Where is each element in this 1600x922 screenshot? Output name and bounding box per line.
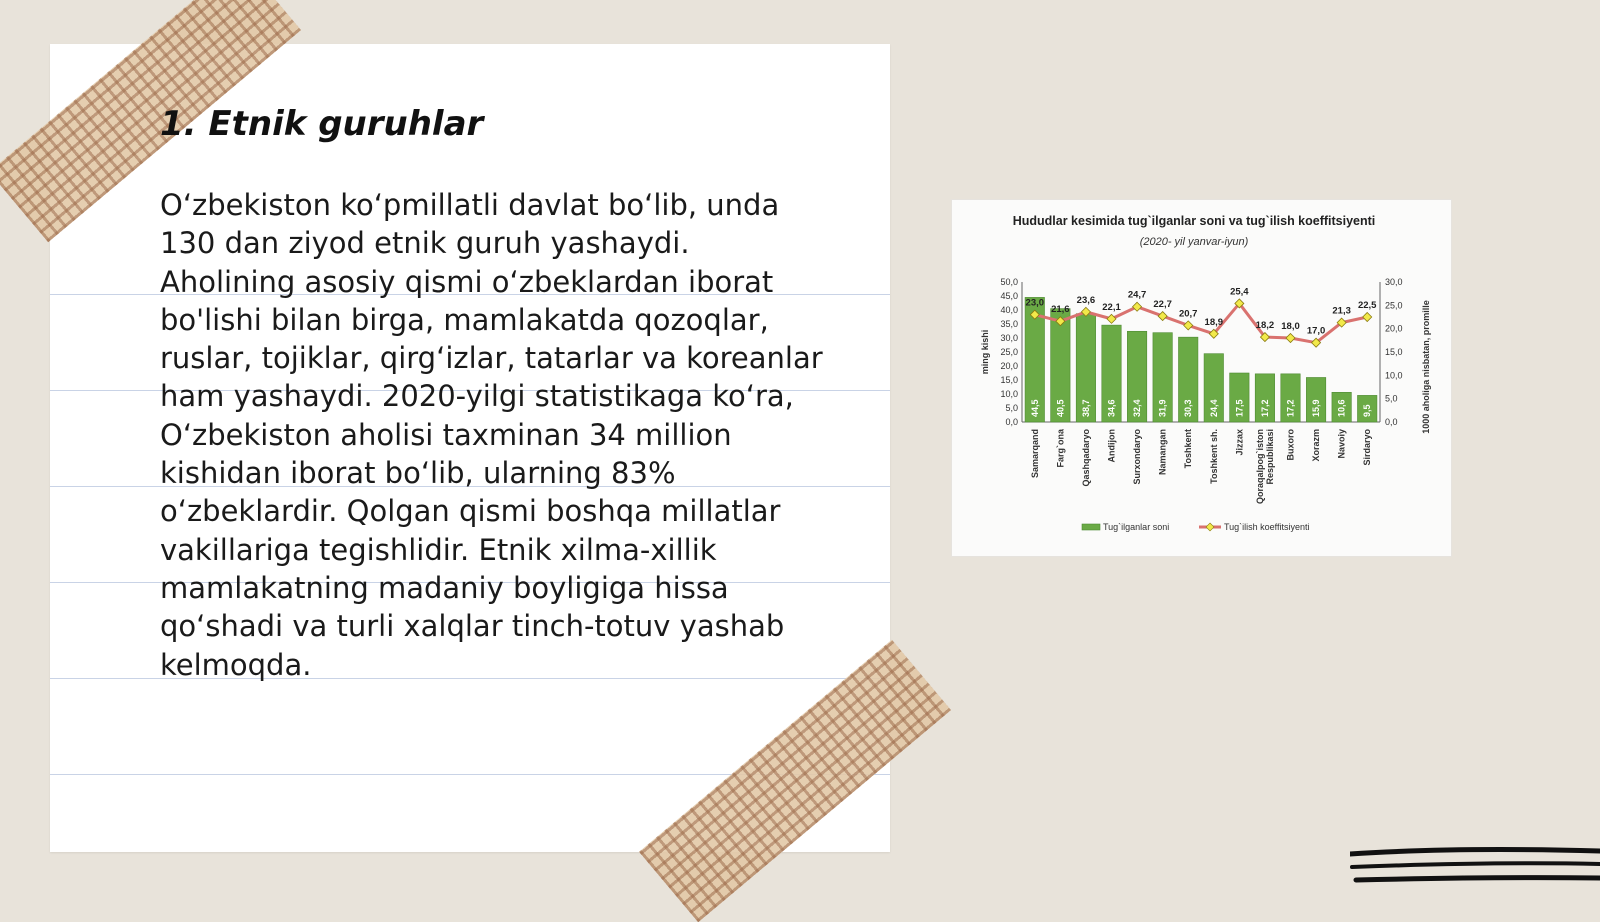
x-tick-label: Respublikasi <box>1264 429 1275 485</box>
y-tick-label: 10,0 <box>1000 389 1018 399</box>
bar-data-label: 32,4 <box>1132 399 1143 417</box>
x-tick-label: Samarqand <box>1029 429 1040 479</box>
bar-data-label: 44,5 <box>1029 399 1040 417</box>
chart-plot <box>980 277 1431 532</box>
y2-tick-label: 20,0 <box>1385 323 1403 334</box>
legend-label: Tug`ilganlar soni <box>1103 522 1170 532</box>
decorative-brush-lines <box>1350 840 1600 900</box>
line-data-label: 18,0 <box>1281 321 1300 332</box>
x-tick-label: Qoraqalpog`iston <box>1254 429 1265 504</box>
line-data-label: 21,6 <box>1051 304 1070 316</box>
y2-tick-label: 5,0 <box>1385 393 1398 404</box>
y2-tick-label: 30,0 <box>1385 277 1403 287</box>
chart-subtitle: (2020- yil yanvar-iyun) <box>1139 236 1249 248</box>
line-point <box>1363 313 1372 322</box>
bar-data-label: 17,5 <box>1234 399 1245 417</box>
bar-data-label: 38,7 <box>1080 399 1091 417</box>
line-data-label: 22,5 <box>1357 300 1377 311</box>
x-tick-label: Toshkent <box>1183 429 1194 469</box>
bar-data-label: 34,6 <box>1106 399 1117 417</box>
bar-data-label: 40,5 <box>1055 399 1066 417</box>
chart-title: Hududlar kesimida tug`ilganlar soni va tug`ilish koeffitsiyenti <box>1012 214 1376 228</box>
slide-title: 1. Etnik guruhlar <box>160 104 484 144</box>
x-tick-label: Navoiy <box>1336 429 1347 459</box>
line-data-label: 22,1 <box>1102 301 1121 313</box>
bar-data-label: 30,3 <box>1183 399 1194 417</box>
y-tick-label: 15,0 <box>1000 375 1018 385</box>
line-data-label: 18,2 <box>1255 320 1275 332</box>
bar-data-label: 17,2 <box>1259 399 1270 417</box>
x-tick-label: Xorazm <box>1311 429 1322 462</box>
birth-chart <box>952 200 1451 556</box>
y2-tick-label: 25,0 <box>1385 300 1403 311</box>
chart-card <box>951 199 1452 557</box>
bar-data-label: 10,6 <box>1336 399 1347 417</box>
legend-label: Tug`ilish koeffitsiyenti <box>1224 522 1310 532</box>
x-tick-label: Jizzax <box>1234 429 1245 456</box>
y-tick-label: 30,0 <box>1000 333 1018 343</box>
line-data-label: 23,0 <box>1025 297 1045 309</box>
x-tick-label: Farg`ona <box>1055 429 1066 468</box>
y-tick-label: 45,0 <box>1000 291 1018 301</box>
y-tick-label: 40,0 <box>1000 305 1018 315</box>
line-data-label: 21,3 <box>1332 305 1351 317</box>
line-data-label: 20,7 <box>1178 308 1198 320</box>
line-data-label: 23,6 <box>1076 294 1096 306</box>
x-tick-label: Andijon <box>1106 429 1117 463</box>
x-tick-label: Sirdaryo <box>1362 429 1373 466</box>
x-tick-label: Surxondaryo <box>1132 429 1143 485</box>
y-tick-label: 5,0 <box>1005 403 1018 413</box>
line-data-label: 25,4 <box>1230 286 1249 298</box>
line-point <box>1184 321 1193 330</box>
legend-swatch-bar <box>1082 524 1100 530</box>
line-data-label: 24,7 <box>1127 289 1147 301</box>
legend-marker <box>1206 523 1214 531</box>
y-tick-label: 25,0 <box>1000 347 1018 357</box>
bar-data-label: 9,5 <box>1362 404 1373 417</box>
line-data-label: 22,7 <box>1153 299 1172 311</box>
line-data-label: 17,0 <box>1306 325 1326 337</box>
line-point <box>1158 312 1167 321</box>
bar-data-label: 24,4 <box>1208 399 1219 417</box>
y-tick-label: 50,0 <box>1000 277 1018 287</box>
y-tick-label: 35,0 <box>1000 319 1018 329</box>
y-axis-label: ming kishi <box>980 329 990 375</box>
bar-data-label: 31,9 <box>1157 399 1168 417</box>
line-data-label: 18,9 <box>1204 316 1224 328</box>
bar-data-label: 17,2 <box>1285 399 1296 417</box>
y-tick-label: 20,0 <box>1000 361 1018 371</box>
y2-tick-label: 10,0 <box>1385 370 1403 381</box>
y2-tick-label: 15,0 <box>1385 347 1403 357</box>
bar-data-label: 15,9 <box>1311 399 1322 417</box>
slide-body-text: O‘zbekiston ko‘pmillatli davlat bo‘lib, unda 130 dan ziyod etnik guruh yashaydi. Aholining asosiy qismi o‘zbeklardan iborat bo'lishi bilan birga, mamlakatda qozoqlar, ruslar, tojiklar, qirg‘izlar, tatarlar va koreanlar ham yashaydi. 2020-yilgi statistikaga ko‘ra, O‘zbekiston aholisi taxminan 34 million kishidan iborat bo‘lib, ularning 83% o‘zbeklardir. Qolgan qismi boshqa millatlar vakillariga tegishlidir. Etnik xilma-xillik mamlakatning madaniy boyligiga hissa qo‘shadi va turli xalqlar tinch-totuv yashab kelmoqda. <box>160 188 823 682</box>
y2-axis-label: 1000 aholiga nisbatan, promille <box>1421 300 1431 434</box>
x-tick-label: Namangan <box>1157 429 1168 476</box>
x-tick-label: Qashqadaryo <box>1080 429 1091 487</box>
line-point <box>1286 334 1295 343</box>
y-tick-label: 0,0 <box>1005 417 1018 427</box>
x-tick-label: Toshkent sh. <box>1208 429 1219 484</box>
y2-tick-label: 0,0 <box>1385 417 1398 427</box>
x-tick-label: Buxoro <box>1285 429 1296 461</box>
